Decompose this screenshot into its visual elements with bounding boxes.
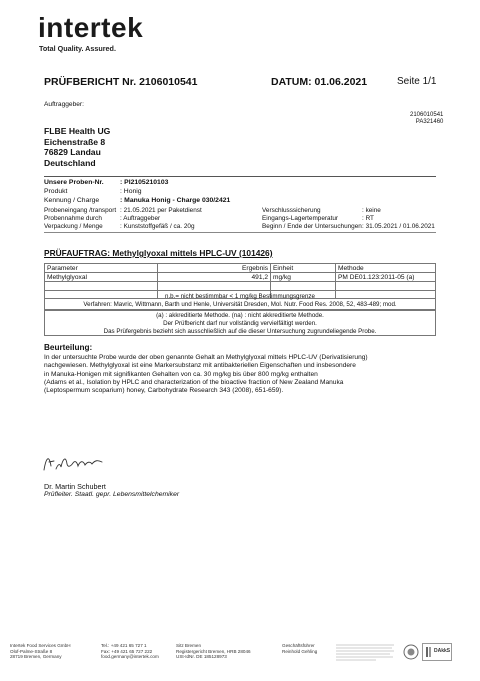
assessment-line: In der untersuchte Probe wurde der oben genannte Gehalt an Methylglyoxal mittels HPLC-UV (Derivatisierung) (44, 354, 368, 361)
footer-line: Intertek Food Services GmbH (10, 643, 71, 648)
reference-number: 2106010541 (410, 112, 444, 118)
table-cell: Methylglyoxal (45, 273, 158, 282)
table-row (45, 273, 436, 282)
accreditation-notes (44, 310, 436, 336)
footer-email-link[interactable]: food.germany@intertek.com (101, 654, 159, 660)
divider (44, 232, 436, 233)
note-line: Das Prüfergebnis bezieht sich ausschließlich auf die dieser Untersuchung zugrundeliegende Probe. (103, 328, 377, 335)
footer-company (10, 643, 71, 660)
footer-line: Olof-Palme-Straße 8 (10, 648, 53, 654)
footer-line: 28719 Bremen, Germany (10, 654, 62, 660)
assessment-line: nachgewiesen. Methylglyoxal ist eine Markersubstanz mit antibakteriellen Eigenschaften und insbesondere (44, 362, 356, 370)
sampling-label: Probennahme durch (44, 215, 102, 222)
table-header-row (45, 264, 436, 273)
report-title: PRÜFBERICHT Nr. 2106010541 (44, 76, 198, 88)
footer-management (282, 643, 317, 654)
product-label: Produkt (44, 188, 68, 195)
column-header: Einheit (271, 264, 336, 273)
signature-image (40, 448, 110, 476)
column-header: Methode (336, 264, 436, 273)
assessment-text (44, 354, 438, 395)
product-value: : Honig (120, 188, 142, 195)
footer-line: Sitz Bremen (176, 643, 202, 648)
analysis-period-value: : 31.05.2021 / 01.06.2021 (362, 223, 435, 230)
note-line: Der Prüfbericht darf nur vollständig vervielfältigt werden. (163, 320, 317, 327)
seal-label: Verschlusssicherung (262, 207, 321, 214)
signatory-role: Prüfleiter. Staatl. gepr. Lebensmittelchemiker (44, 491, 180, 498)
batch-value: : Manuka Honig - Charge 030/2421 (120, 197, 231, 204)
footer-line: Tel.: +49 421 65 727 1 (101, 643, 147, 648)
method-notes (44, 290, 436, 310)
receipt-value: : 21.05.2021 per Paketdienst (120, 207, 202, 214)
assessment-line: (Adams et al., Isolation by HPLC and characterization of the bioactive fraction of New Zealand Manuka (44, 378, 344, 386)
address-line: FLBE Health UG (44, 126, 111, 136)
intertek-logo: intertek (38, 12, 144, 43)
receipt-label: Probeneingang /transport (44, 207, 117, 214)
address-line: Eichenstraße 8 (44, 136, 106, 147)
seal-value: : keine (362, 207, 381, 214)
temperature-label: Eingangs-Lagertemperatur (262, 215, 339, 222)
assessment-title: Beurteilung: (44, 343, 93, 352)
footer-line: Geschäftsführer (282, 643, 315, 648)
sample-number-label: Unsere Proben-Nr. (44, 179, 104, 186)
packaging-label: Verpackung / Menge (44, 223, 103, 230)
footer-registry (176, 643, 251, 660)
footer-line: Reinhold Gehling (282, 648, 318, 654)
footer-line: Fax: +49 421 65 727 222 (101, 648, 153, 654)
page-number: Seite 1/1 (397, 76, 437, 87)
sampling-value: : Auftraggeber (120, 215, 161, 222)
table-cell: mg/kg (271, 273, 336, 282)
reference-block (410, 112, 443, 125)
table-cell: 491,2 (158, 273, 271, 282)
fineprint-lines (336, 643, 396, 661)
assessment-line: (Leptospermum scoparium) honey, Carbohydrate Research 343 (2008), 651-659). (44, 387, 284, 395)
dakks-label: DAkkS (434, 648, 451, 654)
signatory-name: Dr. Martin Schubert (44, 482, 106, 491)
dakks-mark-icon (424, 644, 434, 660)
reference-code: PA321460 (415, 118, 444, 125)
dakks-badge (422, 643, 452, 661)
client-address (44, 126, 110, 168)
batch-label: Kennung / Charge (44, 197, 100, 204)
address-line: 76829 Landau (44, 147, 101, 157)
address-line: Deutschland (44, 157, 96, 168)
analysis-period-label: Beginn / Ende der Untersuchungen (262, 223, 362, 230)
footer-contact (101, 643, 159, 660)
column-header: Ergebnis (158, 264, 271, 273)
order-title: PRÜFAUFTRAG: Methylglyoxal mittels HPLC-UV (101426) (44, 248, 273, 258)
table-cell: PM DE01.123:2011-05 (a) (336, 273, 436, 282)
client-label: Auftraggeber: (44, 101, 84, 108)
report-date: DATUM: 01.06.2021 (271, 76, 368, 88)
packaging-value: : Kunststoffgefäß / ca. 20g (120, 223, 195, 230)
column-header: Parameter (45, 264, 158, 273)
divider (44, 176, 436, 177)
note-line: n.b.= nicht bestimmbar < 1 mg/kg Bestimmungsgrenze (165, 293, 315, 300)
logo-tagline: Total Quality. Assured. (39, 44, 116, 53)
note-line: Verfahren: Mavric, Wittmann, Barth und Henle, Universität Dresden, Mol. Nutr. Food Res. 2008, 52, 483-489; mod. (83, 301, 397, 308)
sample-number-value: : PI2105210103 (120, 179, 169, 186)
assessment-line: in Manuka-Honigen mit signifikanten Gehalten von ca. 30 mg/kg bis über 800 mg/kg enthalten (44, 370, 318, 378)
footer-line: Registergericht Bremen, HRB 28046 (176, 648, 251, 654)
accreditation-fineprint-graphic (336, 643, 396, 661)
ilac-mra-icon (402, 644, 420, 660)
temperature-value: : RT (362, 215, 374, 222)
footer-line: USt-IdNr. DE 185128973 (176, 654, 227, 660)
note-line: (a) : akkreditierte Methode. (na) : nicht akkreditierte Methode. (156, 312, 324, 319)
